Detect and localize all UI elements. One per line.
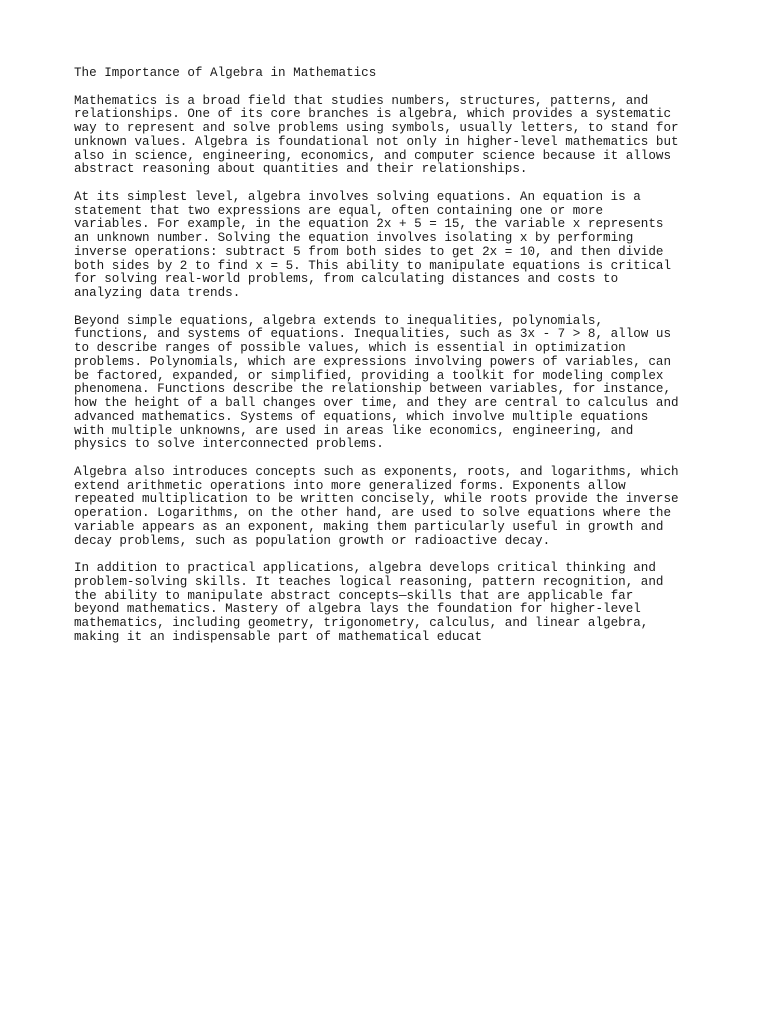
paragraph-line: unknown values. Algebra is foundational not only in higher-level mathematics but <box>74 134 679 149</box>
paragraph-line: variables. For example, in the equation 2x + 5 = 15, the variable x represents <box>74 217 664 232</box>
paragraph-line: for solving real-world problems, from calculating distances and costs to <box>74 272 619 287</box>
paragraph-line: inverse operations: subtract 5 from both sides to get 2x = 10, and then divide <box>74 244 664 259</box>
paragraph-line: In addition to practical applications, algebra develops critical thinking and <box>74 561 656 575</box>
paragraph-line: extend arithmetic operations into more generalized forms. Exponents allow <box>74 478 626 493</box>
paragraph-line: Mathematics is a broad field that studies numbers, structures, patterns, and <box>74 93 649 108</box>
paragraph-line: problem-solving skills. It teaches logical reasoning, pattern recognition, and <box>74 574 664 589</box>
paragraph-line: beyond mathematics. Mastery of algebra lays the foundation for higher-level <box>74 602 641 617</box>
paragraph-line: mathematics, including geometry, trigonometry, calculus, and linear algebra, <box>74 616 649 630</box>
paragraph-line: an unknown number. Solving the equation involves isolating x by performing <box>74 231 634 245</box>
paragraph-line: At its simplest level, algebra involves solving equations. An equation is a <box>74 189 641 204</box>
paragraph-line: relationships. One of its core branches is algebra, which provides a systematic <box>74 107 672 122</box>
paragraph-line: phenomena. Functions describe the relationship between variables, for instance, <box>74 382 672 397</box>
paragraph-line: way to represent and solve problems using symbols, usually letters, to stand for <box>74 121 679 135</box>
paragraph-line: abstract reasoning about quantities and their relationships. <box>74 162 528 177</box>
paragraph <box>74 315 734 453</box>
paragraph-line: also in science, engineering, economics, and computer science because it allows <box>74 148 672 163</box>
paragraph-line: with multiple unknowns, are used in areas like economics, engineering, and <box>74 423 634 438</box>
paragraph <box>74 466 734 549</box>
paragraph-line: advanced mathematics. Systems of equations, which involve multiple equations <box>74 409 649 424</box>
paragraph-line: how the height of a ball changes over time, and they are central to calculus and <box>74 396 679 410</box>
paragraph-line: decay problems, such as population growth or radioactive decay. <box>74 533 551 548</box>
document-page <box>74 67 734 658</box>
paragraph-line: Beyond simple equations, algebra extends to inequalities, polynomials, <box>74 313 604 328</box>
paragraph <box>74 562 734 645</box>
paragraph-line: the ability to manipulate abstract concepts—skills that are applicable far <box>74 588 634 603</box>
paragraph <box>74 191 734 301</box>
paragraph-line: problems. Polynomials, which are expressions involving powers of variables, can <box>74 354 672 369</box>
paragraph-line: repeated multiplication to be written concisely, while roots provide the inverse <box>74 492 679 507</box>
document-title: The Importance of Algebra in Mathematics <box>74 66 377 80</box>
paragraph-line: analyzing data trends. <box>74 286 241 300</box>
paragraph-line: statement that two expressions are equal, often containing one or more <box>74 203 604 218</box>
paragraph-line: to describe ranges of possible values, which is essential in optimization <box>74 341 626 355</box>
paragraph-line: operation. Logarithms, on the other hand, are used to solve equations where the <box>74 506 672 520</box>
paragraph-line: Algebra also introduces concepts such as exponents, roots, and logarithms, which <box>74 464 679 479</box>
paragraph-line: both sides by 2 to find x = 5. This ability to manipulate equations is critical <box>74 258 672 273</box>
paragraph-line: physics to solve interconnected problems. <box>74 437 384 452</box>
paragraph-line: functions, and systems of equations. Inequalities, such as 3x - 7 > 8, allow us <box>74 327 672 342</box>
paragraph-line: be factored, expanded, or simplified, providing a toolkit for modeling complex <box>74 368 664 383</box>
paragraph-line: variable appears as an exponent, making them particularly useful in growth and <box>74 519 664 534</box>
paragraph-line: making it an indispensable part of mathematical educat <box>74 629 483 644</box>
document-body <box>74 95 734 645</box>
paragraph <box>74 95 734 178</box>
